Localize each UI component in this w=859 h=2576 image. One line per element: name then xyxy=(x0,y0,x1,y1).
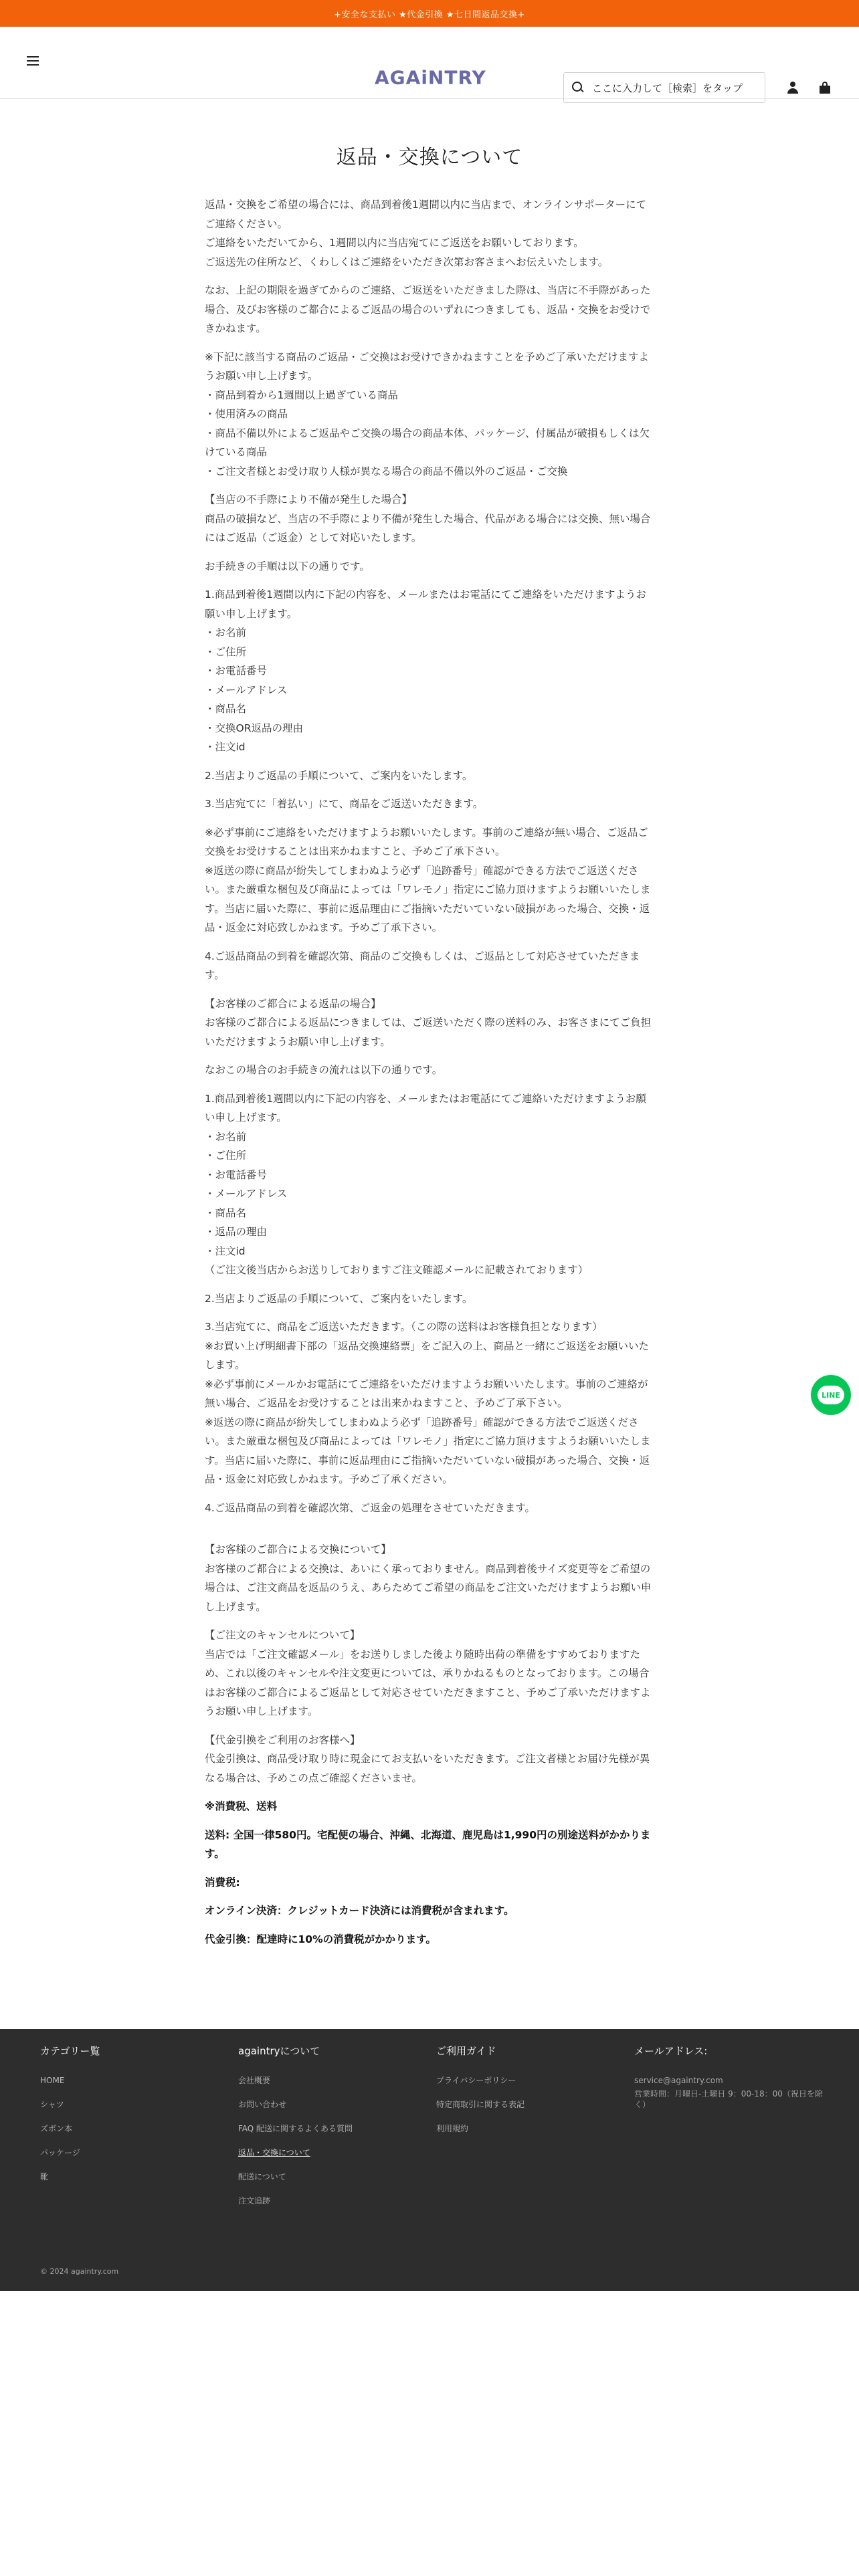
policy-line: 2.当店よりご返品の手順について、ご案内をいたします。 xyxy=(205,769,473,782)
cart-icon[interactable] xyxy=(819,82,831,94)
policy-line: 【代金引換をご利用のお客様へ】 xyxy=(205,1733,361,1746)
policy-line: 【当店の不手際により不備が発生した場合】 xyxy=(205,494,413,506)
footer-link[interactable]: プライバシーポリシー xyxy=(436,2076,516,2085)
footer-link[interactable]: HOME xyxy=(40,2076,65,2085)
policy-line: 【お客様のご都合による交換について】 xyxy=(205,1543,391,1555)
policy-line: ※返送の際に商品が紛失してしまわぬよう必ず「追跡番号」確認ができる方法でご返送ください。また厳重な梱包及び商品によっては「ワレモノ」指定にご協力頂けますようお願いいたします。当店に届いた際に、事前に返品理由にご指摘いただいていない破損があった場合、交換・返品・返金に対応致しかねます。予めご了承下さい。 xyxy=(205,864,651,934)
policy-line: ・交換OR返品の理由 xyxy=(205,722,303,734)
copyright: © 2024 againtry.com xyxy=(40,2267,119,2276)
policy-line: 1.商品到着後1週間以内に下記の内容を、メールまたはお電話にてご連絡をいただけますようお願い申し上げます。 xyxy=(205,588,646,620)
policy-line: ・注文id xyxy=(205,741,246,753)
footer-heading: カテゴリー覧 xyxy=(40,2045,100,2057)
policy-line: ※お買い上げ明細書下部の「返品交換連絡票」をご記入の上、商品と一緒にご返送をお願いいたします。 xyxy=(205,1339,649,1371)
policy-paragraph xyxy=(205,994,654,1052)
section-spacer xyxy=(205,1527,654,1540)
policy-line: ・メールアドレス xyxy=(205,1188,288,1200)
footer-heading: againtryについて xyxy=(238,2045,320,2057)
account-icon[interactable] xyxy=(787,82,799,94)
policy-body-extra xyxy=(205,1540,654,1788)
policy-line: 3.当店宛てに「着払い」にて、商品をご返送いただきます。 xyxy=(205,798,484,810)
footer-link[interactable]: 配送について xyxy=(238,2172,286,2181)
footer-link[interactable]: 返品・交換について xyxy=(238,2148,310,2157)
footer-link[interactable]: 会社概要 xyxy=(238,2076,271,2085)
fee-line: 代金引換：配達時に10%の消費税がかかります。 xyxy=(205,1933,436,1945)
announcement-text: +安全な支払い ★代金引換 ★七日間返品交換+ xyxy=(334,9,525,20)
policy-line: ご連絡をいただいてから、1週間以内に当店宛てにご返送をお願いしております。 xyxy=(205,237,584,249)
policy-paragraph xyxy=(205,1626,654,1721)
policy-line: なおこの場合のお手続きの流れは以下の通りです。 xyxy=(205,1064,443,1076)
footer-link[interactable]: 特定商取引に関する表記 xyxy=(436,2100,525,2109)
policy-line: ・使用済みの商品 xyxy=(205,408,288,420)
policy-paragraph xyxy=(205,1317,654,1489)
search-placeholder: ここに入力して［検索］をタップ xyxy=(592,82,743,94)
fee-line: ※消費税、送料 xyxy=(205,1800,278,1812)
policy-line: ・商品名 xyxy=(205,1206,247,1219)
policy-paragraph xyxy=(205,1061,654,1080)
policy-line: ・返品の理由 xyxy=(205,1226,268,1238)
policy-paragraph xyxy=(205,1540,654,1616)
policy-line: 3.当店宛てに、商品をご返送いただきます。（この際の送料はお客様負担となります） xyxy=(205,1321,603,1333)
policy-line: ・商品不備以外によるご返品やご交換の場合の商品本体、パッケージ、付属品が破損もしくは欠けている商品 xyxy=(205,427,650,458)
policy-paragraph xyxy=(205,1499,654,1518)
site-logo[interactable]: AGAiNTRY xyxy=(375,66,486,89)
policy-line: 商品の破損など、当店の不手際により不備が発生した場合、代品がある場合には交換、無い場合にはご返品（ご返金）として対応いたします。 xyxy=(205,512,651,544)
footer-link[interactable]: 利用規約 xyxy=(436,2124,469,2133)
footer-hours: 営業時間：月曜日-土曜日 9：00-18：00（祝日を除く） xyxy=(634,2089,823,2109)
policy-line: ・お名前 xyxy=(205,627,247,639)
menu-icon[interactable] xyxy=(27,56,39,67)
policy-paragraph xyxy=(205,557,654,576)
page-title: 返品・交換について xyxy=(336,146,523,169)
policy-line: お客様のご都合による交換は、あいにく承っておりません。商品到着後サイズ変更等をご希望の場合は、ご注文商品を返品のうえ、あらためてご希望の商品をご注文いただけますようお願い申し上げます。 xyxy=(205,1562,652,1613)
footer-col-about xyxy=(238,2044,425,2220)
policy-line: ※必ず事前にご連絡をいただけますようお願いいたします。事前のご連絡が無い場合、ご返品ご交換をお受けすることは出来かねますこと、予めご了承下さい。 xyxy=(205,826,648,857)
policy-line: 当店では「ご注文確認メール」をお送りしました後より随時出荷の準備をすすめておりますため、これ以後のキャンセルや注文変更については、承りかねるものとなっております。この場合はお客様のご都合によるご返品として対応させていただきますこと、予めご了承いただけますようお願い申し上げます。 xyxy=(205,1648,651,1717)
policy-line: なお、上記の期限を過ぎてからのご連絡、ご返送をいただきました際は、当店に不手際があった場合、及びお客様のご都合によるご返品の場合のいずれにつきましても、返品・交換をお受けできかねます。 xyxy=(205,284,651,334)
policy-line: 返品・交換をご希望の場合には、商品到着後1週間以内に当店まで、オンラインサポーターにてご連絡ください。 xyxy=(205,199,647,230)
policy-line: （ご注文後当店からお送りしておりますご注文確認メールに記載されております） xyxy=(205,1264,589,1276)
policy-paragraph xyxy=(205,766,654,786)
policy-paragraph xyxy=(205,348,654,481)
fees-section xyxy=(205,1797,654,1949)
policy-line: ご返送先の住所など、くわしくはご連絡をいただき次第お客さまへお伝えいたします。 xyxy=(205,255,609,268)
footer-col-category xyxy=(40,2044,227,2195)
footer-link[interactable]: FAQ 配送に関するよくある質問 xyxy=(238,2124,353,2133)
fee-line: 送料: 全国一律580円。宅配便の場合、沖縄、北海道、鹿児島は1,990円の別途送料がかかります。 xyxy=(205,1828,651,1860)
policy-paragraph xyxy=(205,823,654,938)
policy-paragraph xyxy=(205,281,654,338)
search-input[interactable] xyxy=(563,72,765,103)
policy-paragraph xyxy=(205,1089,654,1280)
policy-line: ・商品名 xyxy=(205,703,247,715)
policy-line: ・商品到着から1週間以上過ぎている商品 xyxy=(205,389,398,401)
policy-line: 【ご注文のキャンセルについて】 xyxy=(205,1629,361,1641)
footer-link[interactable]: ズボン本 xyxy=(40,2124,73,2133)
policy-line: 代金引換は、商品受け取り時に現金にてお支払いをいただきます。ご注文者様とお届け先様が異なる場合は、予めこの点ご確認くださいませ。 xyxy=(205,1753,650,1784)
fee-line: 消費税: xyxy=(205,1876,240,1889)
policy-paragraph xyxy=(205,1731,654,1788)
footer-link[interactable]: シャツ xyxy=(40,2100,64,2109)
policy-line: ・お電話番号 xyxy=(205,1168,268,1181)
policy-paragraph xyxy=(205,1289,654,1309)
policy-line: ※返送の際に商品が紛失してしまわぬよう必ず「追跡番号」確認ができる方法でご返送ください。また厳重な梱包及び商品によっては「ワレモノ」指定にご協力頂けますようお願いいたします。当店に届いた際に、事前に返品理由にご指摘いただいていない破損があった場合、交換・返品・返金に対応致しかねます。予めご了承ください。 xyxy=(205,1416,651,1485)
policy-line: 4.ご返品商品の到着を確認次第、ご返金の処理をさせていただきます。 xyxy=(205,1501,536,1514)
footer-link[interactable]: 注文追跡 xyxy=(238,2196,271,2206)
policy-body xyxy=(205,195,654,1517)
policy-line: ・ご注文者様とお受け取り人様が異なる場合の商品不備以外のご返品・ご交換 xyxy=(205,465,568,477)
footer-col-contact xyxy=(634,2044,828,2113)
footer-heading: メールアドレス: xyxy=(634,2045,708,2057)
page-content xyxy=(205,99,654,1949)
policy-line: お手続きの手順は以下の通りです。 xyxy=(205,560,370,572)
line-icon: LINE xyxy=(818,1386,844,1404)
footer-link[interactable]: 靴 xyxy=(40,2172,49,2181)
policy-line: 1.商品到着後1週間以内に下記の内容を、メールまたはお電話にてご連絡いただけますようお願い申し上げます。 xyxy=(205,1092,646,1123)
site-footer xyxy=(0,2029,859,2291)
policy-line: ※下記に該当する商品のご返品・ご交換はお受けできかねますことを予めご了承いただけますようお願い申し上げます。 xyxy=(205,350,649,382)
site-header xyxy=(0,27,859,99)
footer-col-guide xyxy=(436,2044,624,2147)
policy-line: ・ご住所 xyxy=(205,645,247,658)
policy-paragraph xyxy=(205,794,654,814)
policy-line: ・注文id xyxy=(205,1245,246,1257)
policy-paragraph xyxy=(205,195,654,272)
policy-line: ・お電話番号 xyxy=(205,665,268,677)
policy-line: ・メールアドレス xyxy=(205,683,288,696)
footer-heading: ご利用ガイド xyxy=(436,2045,496,2057)
footer-link[interactable]: パッケージ xyxy=(40,2148,80,2157)
footer-email[interactable]: service@againtry.com xyxy=(634,2076,723,2085)
line-chat-button[interactable] xyxy=(811,1375,851,1415)
footer-link[interactable]: お問い合わせ xyxy=(238,2100,287,2109)
policy-line: ・お名前 xyxy=(205,1130,247,1143)
policy-line: 4.ご返品商品の到着を確認次第、商品のご交換もしくは、ご返品として対応させていただきます。 xyxy=(205,950,640,981)
policy-paragraph xyxy=(205,585,654,757)
policy-line: ※必ず事前にメールかお電話にてご連絡をいただけますようお願いいたします。事前のご連絡が無い場合、ご返品をお受けすることは出来かねますこと、予めご了承下さい。 xyxy=(205,1378,648,1409)
policy-line: 【お客様のご都合による返品の場合】 xyxy=(205,997,381,1010)
policy-paragraph xyxy=(205,947,654,985)
search-icon xyxy=(572,82,584,94)
announcement-bar xyxy=(0,0,859,27)
policy-line: ・ご住所 xyxy=(205,1150,247,1162)
policy-paragraph xyxy=(205,490,654,548)
fee-line: オンライン決済：クレジットカード決済には消費税が含まれます。 xyxy=(205,1905,514,1917)
policy-line: お客様のご都合による返品につきましては、ご返送いただく際の送料のみ、お客さまにてご負担いただけますようお願い申し上げます。 xyxy=(205,1016,652,1048)
policy-line: 2.当店よりご返品の手順について、ご案内をいたします。 xyxy=(205,1292,473,1305)
